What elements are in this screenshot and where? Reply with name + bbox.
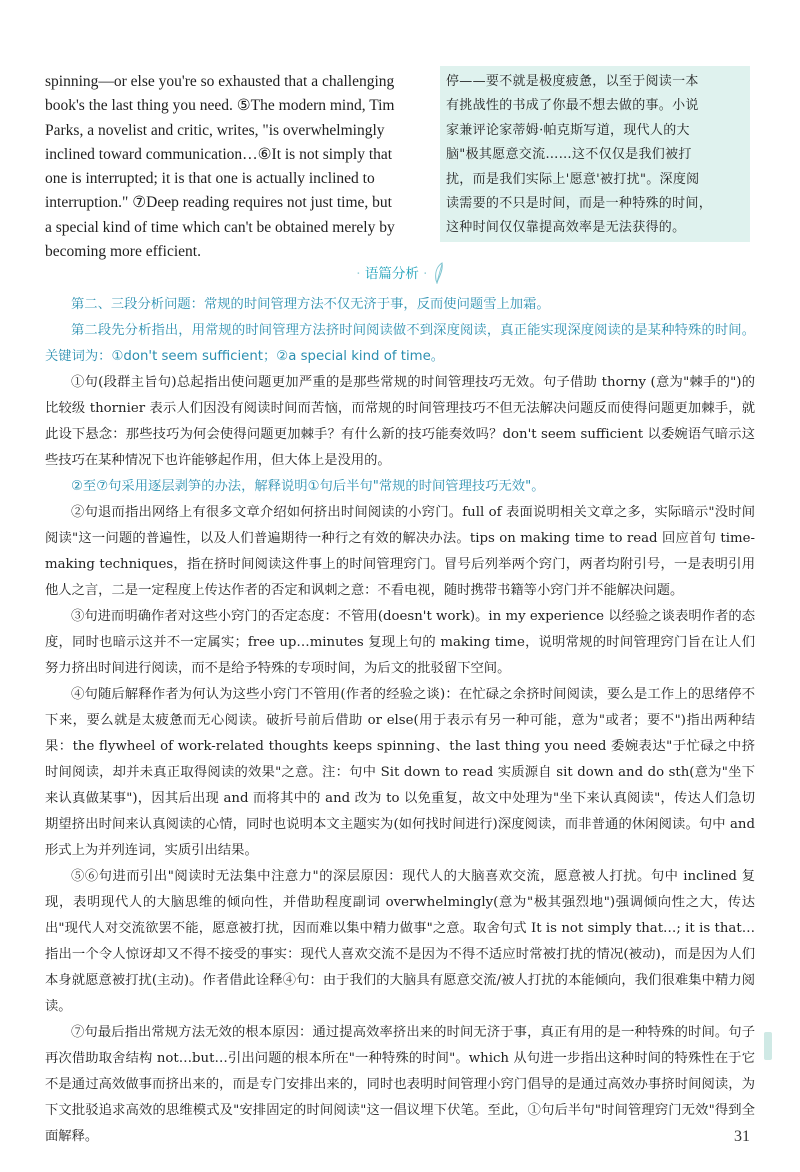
quill-icon [432,262,444,284]
analysis-paragraph: ⑤⑥句进而引出"阅读时无法集中注意力"的深层原因：现代人的大脑喜欢交流，愿意被人打扰。句中 inclined 复现，表明现代人的大脑思维的倾向性，并借助程度副词 overwhelmingly(意为"极其强烈地")强调倾向性之大，传达出"现代人对交流欲罢不能，愿意被打扰，因而难以集中精力做事"之意。取舍句式 It is not simply that…; it is that…指出一个令人惊讶却又不得不接受的事实：现代人喜欢交流不是因为不得不适应时常被打扰的情况(被动)，而是因为人们本身就愿意被打扰(主动)。作者借此诠释④句：由于我们的大脑具有愿意交流/被人打扰的本能倾向，我们很难集中精力阅读。 [45,869,755,1014]
reading-passage [0,70,800,261]
section-heading [0,262,800,284]
chinese-line: 停——要不就是极度疲惫，以至于阅读一本 [446,74,699,89]
analysis-paragraph: ①句(段群主旨句)总起指出使问题更加严重的是那些常规的时间管理技巧无效。句子借助 thorny (意为"棘手的")的比较级 thornier 表示人们因没有阅读时间而苦恼，而常规的时间管理技巧不但无法解决问题反而使得问题更加棘手，就此设下悬念：那些技巧为何会使得问题更加棘手？有什么新的技巧能奏效吗？don't seem sufficient 以委婉语气暗示这些技巧在某种情况下也许能够起作用，但大体上是没用的。 [45,375,755,468]
english-line: Parks, a novelist and critic, writes, "is overwhelmingly [45,121,385,139]
chinese-translation-box [440,66,750,242]
chinese-line: 有挑战性的书成了你最不想去做的事。小说 [446,98,699,114]
page-edge-marker [764,1032,772,1060]
dot-decoration-icon: · [356,266,365,282]
english-line: one is interrupted; it is that one is actually inclined to [45,170,375,188]
english-line: becoming more efficient. [45,243,201,261]
chinese-line: 这种时间仅仅靠提高效率是无法获得的。 [446,220,686,236]
english-line: a special kind of time which can't be obtained merely by [45,218,395,236]
english-line: interruption." ⑦Deep reading requires not just time, but [45,194,392,212]
chinese-line: 脑"极其愿意交流……这不仅仅是我们被打 [446,147,692,163]
page-number: 31 [734,1128,750,1145]
analysis-paragraph: ②句退而指出网络上有很多文章介绍如何挤出时间阅读的小窍门。full of 表面说明相关文章之多，实际暗示"没时间阅读"这一问题的普遍性，以及人们普遍期待一种行之有效的解决办法。tips on making time to read 回应首句 time-making techniques，指在挤时间阅读这件事上的时间管理窍门。冒号后列举两个窍门，两者均附引号，一是表明引用他人之言，二是一定程度上传达作者的否定和讽刺之意：不看电视，随时携带书籍等小窍门并不能解决问题。 [45,505,755,598]
discourse-analysis [45,292,755,1150]
analysis-paragraph: ②至⑦句采用逐层剥笋的办法，解释说明①句后半句"常规的时间管理技巧无效"。 [71,479,545,494]
analysis-paragraph: ⑦句最后指出常规方法无效的根本原因：通过提高效率挤出来的时间无济于事，真正有用的是一种特殊的时间。句子再次借助取舍结构 not…but…引出问题的根本所在"一种特殊的时间"。which 从句进一步指出这种时间的特殊性在于它不是通过高效做事而挤出来的，而是专门安排出来的，同时也表明时间管理小窍门倡导的是通过高效办事挤时间阅读，为下文批驳追求高效的思维模式及"安排固定的时间阅读"这一倡议埋下伏笔。至此，①句后半句"时间管理窍门无效"得到全面解释。 [45,1025,755,1144]
english-line: book's the last thing you need. ⑤The modern mind, Tim [45,97,395,115]
english-text [45,70,430,264]
analysis-paragraph: 第二段先分析指出，用常规的时间管理方法挤时间阅读做不到深度阅读，真正能实现深度阅读的是某种特殊的时间。关键词为：①don't seem sufficient；②a special kind of time。 [45,323,755,364]
analysis-paragraph: ④句随后解释作者为何认为这些小窍门不管用(作者的经验之谈)：在忙碌之余挤时间阅读，要么是工作上的思绪停不下来，要么就是太疲惫而无心阅读。破折号前后借助 or else(用于表示有另一种可能，意为"或者；要不")指出两种结果：the flywheel of work-related thoughts keeps spinning、the last thing you need 委婉表达"于忙碌之中挤时间阅读，却并未真正取得阅读的效果"之意。注：句中 Sit down to read 实质源自 sit down and do sth(意为"坐下来认真做某事")，因其后出现 and 而将其中的 and 改为 to 以免重复，故文中处理为"坐下来认真阅读"，传达人们急切期望挤出时间来认真阅读的心情，同时也说明本文主题实为(如何找时间进行)深度阅读，而非普通的休闲阅读。句中 and 形式上为并列连词，实质引出结果。 [45,687,755,858]
dot-decoration-icon: · [423,266,428,282]
section-title-text: 语篇分析 [364,266,419,282]
chinese-line: 扰，而是我们实际上'愿意'被打扰"。深度阅 [446,171,700,187]
chinese-line: 读需要的不只是时间，而是一种特殊的时间， [446,196,713,212]
chinese-line: 家兼评论家蒂姆·帕克斯写道，现代人的大 [446,122,690,138]
english-line: spinning—or else you're so exhausted that a challenging [45,73,395,90]
analysis-heading: 第二、三段分析问题：常规的时间管理方法不仅无济于事，反而使问题雪上加霜。 [71,297,550,312]
english-line: inclined toward communication…⑥It is not simply that [45,145,393,163]
analysis-paragraph: ③句进而明确作者对这些小窍门的否定态度：不管用(doesn't work)。in my experience 以经验之谈表明作者的态度，同时也暗示这并不一定属实；free up…minutes 复现上句的 making time，说明常规的时间管理窍门旨在让人们努力挤出时间进行阅读，而不是给予特殊的专项时间，为后文的批驳留下空间。 [45,609,755,676]
